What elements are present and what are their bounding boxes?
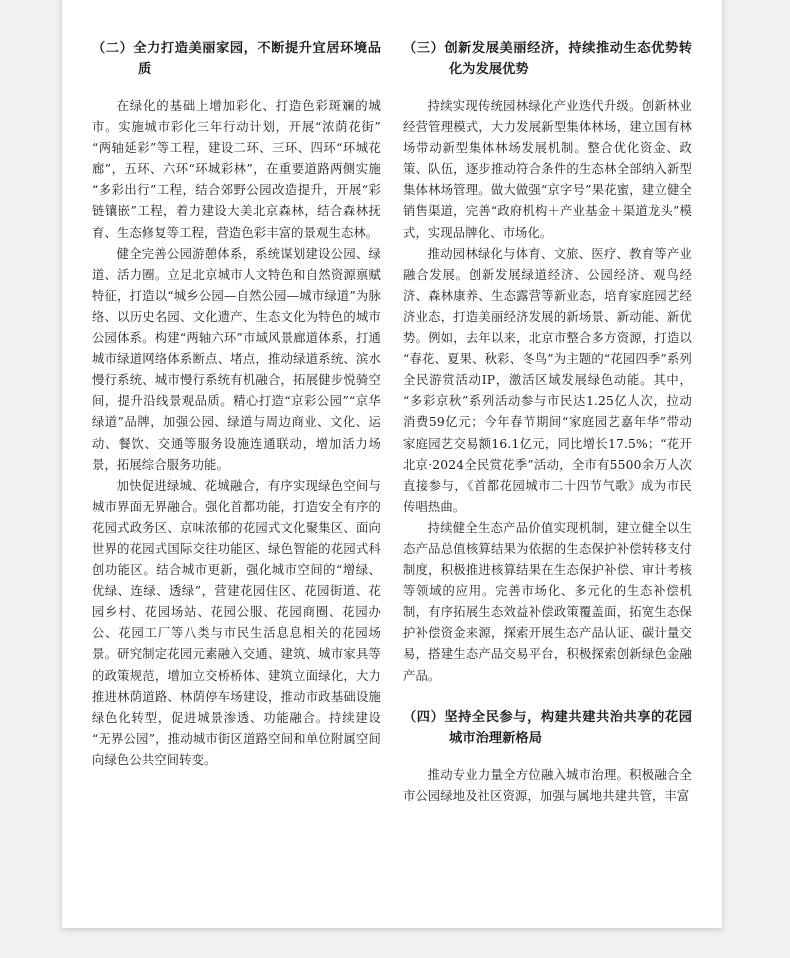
page-content-area: [62, 0, 722, 928]
right-paragraph-1: 持续实现传统园林绿化产业迭代升级。创新林业经营管理模式，大力发展新型集体林场，建立国有林场带动新型集体林场发展机制。整合优化资金、政策、队伍，逐步推动符合条件的生态林全部纳入新型集体林场管理。做大做强“京字号”果花蜜，建立健全销售渠道，完善“政府机构＋产业基金＋渠道龙头”模式，实现品牌化、市场化。: [403, 99, 692, 240]
right-paragraph-2: 推动园林绿化与体育、文旅、医疗、教育等产业融合发展。创新发展绿道经济、公园经济、观鸟经济、森林康养、生态露营等新业态，培育家庭园艺经济业态，打造美丽经济发展的新场景、新动能、新优势。例如，去年以来，北京市整合多方资源，打造以“春花、夏果、秋彩、冬鸟”为主题的“花园四季”系列全民游赏活动IP，激活区域发展绿色动能。其中，“多彩京秋”系列活动参与市民达1.25亿人次，拉动消费59亿元；今年春节期间“家庭园艺嘉年华”带动家庭园艺交易额16.1亿元，同比增长17.5%；“花开北京·2024全民赏花季”活动，全市有5500余万人次直接参与，《首都花园城市二十四节气歌》成为市民传唱热曲。: [403, 246, 692, 514]
section-heading-3: （三）创新发展美丽经济，持续推动生态优势转化为发展优势: [403, 41, 692, 77]
heading-gap: [403, 84, 692, 96]
document-page: [62, 0, 722, 928]
heading-gap: [92, 84, 381, 96]
left-paragraph-1: 在绿化的基础上增加彩化、打造色彩斑斓的城市。实施城市彩化三年行动计划，开展“浓荫花街”“两轴延彩”等工程，建设二环、三环、四环“环城花廊”，五环、六环“环城彩林”，在重要道路两侧实施“多彩出行”工程，结合郊野公园改造提升，开展“彩链镶嵌”工程，着力建设大美北京森林，结合森林抚育、生态修复等工程，营造色彩丰富的景观生态林。: [92, 99, 381, 240]
right-column: [403, 38, 692, 807]
left-paragraph-2: 健全完善公园游憩体系，系统谋划建设公园、绿道、活力圈。立足北京城市人文特色和自然资源禀赋特征，打造以“城乡公园—自然公园—城市绿道”为脉络、以历史名园、文化遗产、生态文化为特色的城市公园体系。构建“两轴六环”市域风景廊道体系，打通城市绿道网络体系断点、堵点，推动绿道系统、滨水慢行系统、城市慢行系统有机融合，拓展健步悦骑空间，提升沿线景观品质。精心打造“京彩公园”“京华绿道”品牌，加强公园、绿道与周边商业、文化、运动、餐饮、交通等服务设施连通联动，增加活力场景，拓展综合服务功能。: [92, 246, 381, 472]
heading-gap: [403, 753, 692, 765]
left-paragraph-3: 加快促进绿城、花城融合，有序实现绿色空间与城市界面无界融合。强化首都功能，打造安全有序的花园式政务区、京味浓郁的花园式文化聚集区、面向世界的花园式国际交往功能区、绿色智能的花园式科创功能区。结合城市更新，强化城市空间的“增绿、优绿、连绿、透绿”，营建花园住区、花园街道、花园乡村、花园场站、花园公服、花园商圈、花园办公、花园工厂等八类与市民生活息息相关的花园场景。研究制定花园元素融入交通、建筑、城市家具等的政策规范，增加立交桥桥体、建筑立面绿化，大力推进林荫道路、林荫停车场建设，推动市政基础设施绿色化转型，促进城景渗透、功能融合。持续建设“无界公园”，推动城市街区道路空间和单位附属空间向绿色公共空间转变。: [92, 478, 381, 767]
section-heading-4: （四）坚持全民参与，构建共建共治共享的花园城市治理新格局: [403, 709, 692, 746]
right-paragraph-3: 持续健全生态产品价值实现机制，建立健全以生态产品总值核算结果为依据的生态保护补偿转移支付制度，积极推进核算结果在生态保护补偿、审计考核等领域的应用。完善市场化、多元化的生态补偿机制，有序拓展生态效益补偿政策覆盖面，拓宽生态保护补偿资金来源，探索开展生态产品认证、碳计量交易，搭建生态产品交易平台，积极探索创新绿色金融产品。: [403, 520, 692, 683]
section-heading-2: （二）全力打造美丽家园，不断提升宜居环境品质: [92, 41, 381, 77]
left-column: [92, 38, 381, 771]
two-column-layout: [92, 38, 692, 807]
right-paragraph-4: 推动专业力量全方位融入城市治理。积极融合全市公园绿地及社区资源，加强与属地共建共管，丰富: [403, 767, 692, 803]
